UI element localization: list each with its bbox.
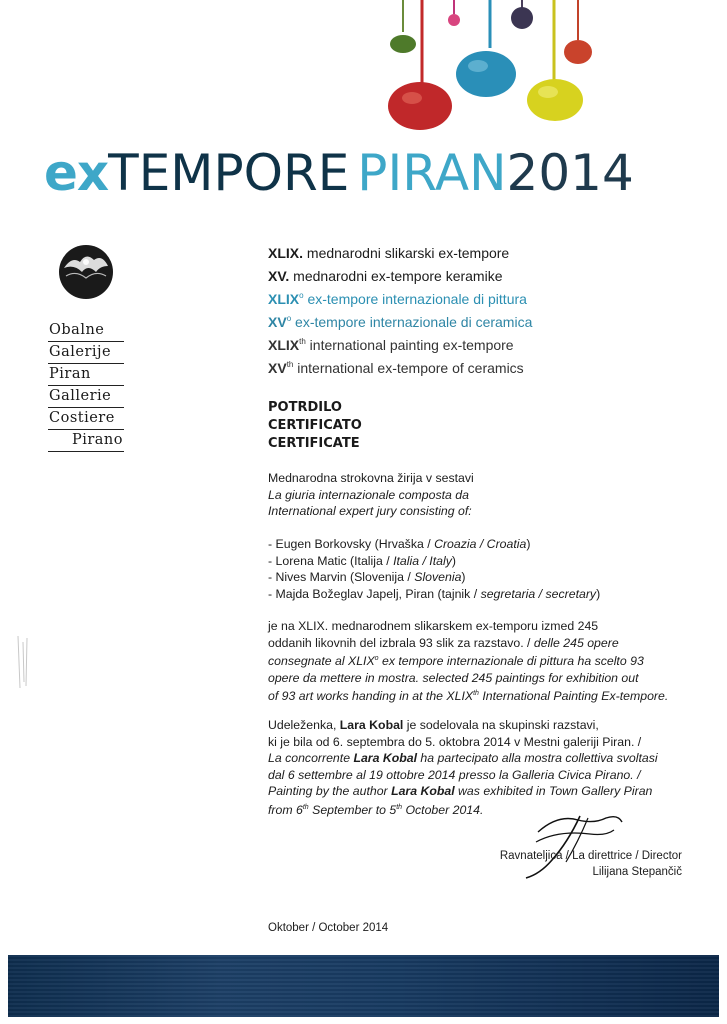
paragraph-line: je na XLIX. mednarodnem slikarskem ex-temporu izmed 245 xyxy=(268,619,599,633)
jury-intro-it: La giuria internazionale composta da xyxy=(268,487,469,502)
paragraph-line: Painting by the author Lara Kobal was exhibited in Town Gallery Piran xyxy=(268,784,653,799)
footer-bar xyxy=(8,955,719,1017)
jury-member: - Lorena Matic (Italija / Italia / Italy) xyxy=(268,553,456,568)
title-ex: ex xyxy=(44,144,109,202)
event-line: XLIX. mednarodni slikarski ex-tempore xyxy=(268,245,510,261)
title-year: 2014 xyxy=(506,144,634,202)
selection-paragraph xyxy=(268,618,668,705)
paragraph-line: of 93 art works handing in at the XLIXth International Painting Ex-tempore. xyxy=(268,689,669,704)
scan-mark-icon xyxy=(14,632,32,692)
title-tempore: TEMPORE xyxy=(108,144,350,202)
certificate-heading xyxy=(268,399,362,453)
gallery-name xyxy=(48,320,124,452)
gallery-logo-icon xyxy=(58,244,114,300)
director-block xyxy=(420,848,682,880)
certificate-title-en: CERTIFICATE xyxy=(268,436,360,451)
paint-drops-illustration xyxy=(370,0,600,140)
jury-member: - Eugen Borkovsky (Hrvaška / Croazia / Croatia) xyxy=(268,537,531,551)
event-list xyxy=(268,240,532,378)
jury-intro-en: International expert jury consisting of: xyxy=(268,504,472,519)
paragraph-line: opere da mettere in mostra. selected 245 paintings for exhibition out xyxy=(268,670,639,685)
certificate-title-it: CERTIFICATO xyxy=(268,418,362,433)
title-piran: PIRAN xyxy=(357,144,507,202)
jury-intro xyxy=(268,470,474,520)
event-line: XLIXth international painting ex-tempore xyxy=(268,337,514,353)
event-line: XLIX$^o$ ex-tempore internazionale di pittura xyxy=(268,291,527,307)
director-name: Lilijana Stepančič xyxy=(592,866,682,878)
event-line: $XV^o$ ex-tempore internazionale di ceramica xyxy=(268,314,533,330)
gallery-name-line: Pirano xyxy=(48,430,124,452)
jury-intro-sl: Mednarodna strokovna žirija v sestavi xyxy=(268,471,474,485)
paragraph-line: La concorrente Lara Kobal ha partecipato alla mostra collettiva svoltasi xyxy=(268,751,658,766)
gallery-name-line: Costiere xyxy=(48,408,124,430)
paragraph-line: oddanih likovnih del izbrala 93 slik za razstavo. / delle 245 opere xyxy=(268,635,619,650)
gallery-name-line: Obalne xyxy=(48,320,124,342)
paragraph-line: ki je bila od 6. septembra do 5. oktobra 2014 v Mestni galeriji Piran. / xyxy=(268,734,642,749)
paragraph-line: consegnate al XLIX$^o$ ex tempore internazionale di pittura ha scelto 93 xyxy=(268,654,644,669)
jury-member: - Nives Marvin (Slovenija / Slovenia) xyxy=(268,570,466,585)
paragraph-line: dal 6 settembre al 19 ottobre 2014 presso la Galleria Civica Pirano. / xyxy=(268,767,641,782)
jury-member: - Majda Božeglav Japelj, Piran (tajnik / segretaria / secretary) xyxy=(268,586,601,601)
event-title xyxy=(44,138,634,208)
certificate-date: Oktober / October 2014 xyxy=(268,922,389,934)
certificate-title-sl: POTRDILO xyxy=(268,400,342,415)
participation-paragraph xyxy=(268,717,658,819)
gallery-name-line: Galerije xyxy=(48,342,124,364)
gallery-name-line: Piran xyxy=(48,364,124,386)
event-line: XV. mednarodni ex-tempore keramike xyxy=(268,268,503,284)
paragraph-line: from 6th September to 5th October 2014. xyxy=(268,802,484,817)
paragraph-line: Udeleženka, Lara Kobal je sodelovala na skupinski razstavi, xyxy=(268,718,599,732)
director-role: Ravnateljica / La direttrice / Director xyxy=(499,850,682,862)
gallery-name-line: Gallerie xyxy=(48,386,124,408)
event-line: XVth international ex-tempore of ceramics xyxy=(268,360,524,376)
jury-members xyxy=(268,536,600,602)
